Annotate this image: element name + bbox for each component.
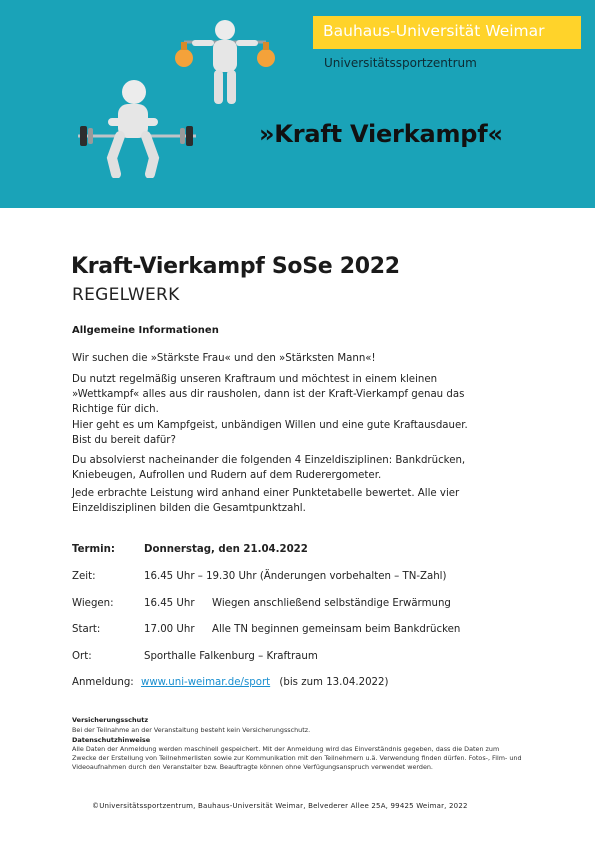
insurance-text: Bei der Teilnahme an der Veranstaltung besteht kein Versicherungsschutz. — [72, 726, 311, 734]
start-note: Alle TN beginnen gemeinsam beim Bankdrücken — [212, 624, 461, 635]
footer-copyright: ©Universitätssportzentrum, Bauhaus-Universität Weimar, Belvederer Allee 25A, 99425 Weimar, 2022 — [92, 802, 468, 810]
wiegen-note: Wiegen anschließend selbständige Erwärmung — [212, 598, 451, 609]
section-heading: Allgemeine Informationen — [72, 325, 219, 336]
wiegen-time: 16.45 Uhr — [144, 598, 195, 609]
university-name: Bauhaus-Universität Weimar — [323, 22, 545, 40]
ort-label: Ort: — [72, 651, 92, 662]
privacy-text: Alle Daten der Anmeldung werden maschinell gespeichert. Mit der Anmeldung wird das Einverständnis gegeben, dass die Daten zum Zwecke der Erstellung von Teilnehmerlisten sowie zur Kommunikation mit den Teilnehmern u.ä. Verwendung finden dürfen. Fotos-, Film- und Videoaufnahmen durch den Veranstalter bzw. Beauftragte können ohne Verfügungsanspruch verwendet werden. — [72, 745, 522, 771]
termin-value: Donnerstag, den 21.04.2022 — [144, 544, 308, 555]
header-banner — [0, 0, 595, 208]
start-label: Start: — [72, 624, 101, 635]
banner-title: »Kraft Vierkampf« — [259, 120, 503, 148]
registration-link[interactable]: www.uni-weimar.de/sport — [140, 677, 271, 688]
barbell-figure-illustration — [72, 78, 202, 178]
anmeldung-note: (bis zum 13.04.2022) — [279, 677, 389, 688]
intro-paragraph-4: Du absolvierst nacheinander die folgenden 4 Einzeldisziplinen: Bankdrücken, Kniebeugen, Aufrollen und Rudern auf dem Ruderergometer. — [72, 455, 466, 481]
page-title: Kraft-Vierkampf SoSe 2022 — [71, 254, 400, 279]
anmeldung-label: Anmeldung: — [72, 677, 134, 688]
zeit-label: Zeit: — [72, 571, 96, 582]
zeit-value: 16.45 Uhr – 19.30 Uhr (Änderungen vorbehalten – TN-Zahl) — [144, 571, 447, 582]
intro-paragraph-2: Du nutzt regelmäßig unseren Kraftraum und möchtest in einem kleinen »Wettkampf« alles aus dir rausholen, dann ist der Kraft-Vierkampf genau das Richtige für dich. — [72, 374, 465, 415]
insurance-heading: Versicherungsschutz — [72, 716, 149, 724]
intro-paragraph-3: Hier geht es um Kampfgeist, unbändigen Willen und eine gute Kraftausdauer. Bist du bereit dafür? — [72, 420, 468, 446]
termin-label: Termin: — [72, 544, 115, 555]
wiegen-label: Wiegen: — [72, 598, 114, 609]
privacy-heading: Datenschutzhinweise — [72, 736, 151, 744]
department-name: Universitätssportzentrum — [324, 56, 477, 70]
intro-paragraph-1: Wir suchen die »Stärkste Frau« und den »Stärksten Mann«! — [72, 353, 376, 364]
anmeldung-row — [72, 677, 389, 688]
start-time: 17.00 Uhr — [144, 624, 195, 635]
university-logo[interactable] — [313, 16, 581, 49]
intro-paragraph-5: Jede erbrachte Leistung wird anhand einer Punktetabelle bewertet. Alle vier Einzeldisziplinen bilden die Gesamtpunktzahl. — [72, 488, 460, 514]
page-subtitle: REGELWERK — [72, 285, 180, 305]
ort-value: Sporthalle Falkenburg – Kraftraum — [144, 651, 318, 662]
